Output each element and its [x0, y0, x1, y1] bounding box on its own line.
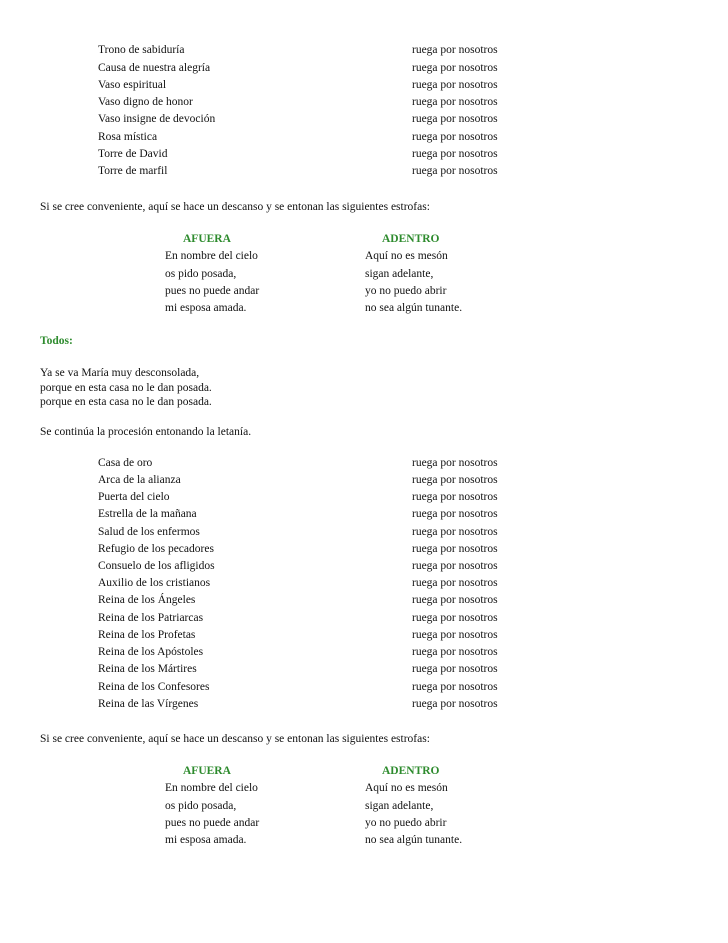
- litany-response: ruega por nosotros: [412, 44, 498, 56]
- rest-note: Si se cree conveniente, aquí se hace un descanso y se entonan las siguientes estrofas:: [40, 201, 430, 213]
- litany-invocation: Reina de los Ángeles: [98, 594, 196, 606]
- litany-response: ruega por nosotros: [412, 594, 498, 606]
- litany-invocation: Trono de sabiduría: [98, 44, 185, 56]
- litany-invocation: Arca de la alianza: [98, 474, 181, 486]
- todos-line: Ya se va María muy desconsolada,: [40, 367, 200, 379]
- litany-invocation: Rosa mística: [98, 131, 158, 143]
- adentro-verse: yo no puedo abrir: [365, 285, 447, 297]
- litany-response: ruega por nosotros: [412, 698, 498, 710]
- litany-invocation: Vaso insigne de devoción: [98, 113, 216, 125]
- litany-invocation: Vaso digno de honor: [98, 96, 193, 108]
- todos-line: porque en esta casa no le dan posada.: [40, 396, 212, 408]
- adentro-verse: sigan adelante,: [365, 268, 434, 280]
- litany-response: ruega por nosotros: [412, 491, 498, 503]
- litany-invocation: Auxilio de los cristianos: [98, 577, 211, 589]
- litany-response: ruega por nosotros: [412, 663, 498, 675]
- litany-response: ruega por nosotros: [412, 165, 498, 177]
- afuera-heading: AFUERA: [183, 233, 231, 245]
- litany-invocation: Casa de oro: [98, 457, 153, 469]
- afuera-verse: En nombre del cielo: [165, 250, 258, 262]
- litany-invocation: Torre de marfil: [98, 165, 168, 177]
- afuera-verse: En nombre del cielo: [165, 782, 258, 794]
- litany-response: ruega por nosotros: [412, 113, 498, 125]
- litany-invocation: Reina de los Patriarcas: [98, 612, 204, 624]
- litany-response: ruega por nosotros: [412, 681, 498, 693]
- adentro-verse: Aquí no es mesón: [365, 782, 448, 794]
- litany-invocation: Estrella de la mañana: [98, 508, 197, 520]
- litany-response: ruega por nosotros: [412, 457, 498, 469]
- litany-response: ruega por nosotros: [412, 62, 498, 74]
- litany-response: ruega por nosotros: [412, 646, 498, 658]
- adentro-heading: ADENTRO: [382, 765, 440, 777]
- afuera-verse: mi esposa amada.: [165, 302, 247, 314]
- adentro-verse: sigan adelante,: [365, 800, 434, 812]
- litany-response: ruega por nosotros: [412, 508, 498, 520]
- afuera-heading: AFUERA: [183, 765, 231, 777]
- litany-invocation: Reina de las Vírgenes: [98, 698, 199, 710]
- afuera-verse: mi esposa amada.: [165, 834, 247, 846]
- afuera-verse: os pido posada,: [165, 800, 237, 812]
- litany-response: ruega por nosotros: [412, 560, 498, 572]
- litany-invocation: Reina de los Apóstoles: [98, 646, 204, 658]
- litany-invocation: Vaso espiritual: [98, 79, 167, 91]
- afuera-verse: pues no puede andar: [165, 817, 260, 829]
- litany-invocation: Salud de los enfermos: [98, 526, 200, 538]
- adentro-verse: no sea algún tunante.: [365, 834, 463, 846]
- adentro-verse: no sea algún tunante.: [365, 302, 463, 314]
- afuera-verse: pues no puede andar: [165, 285, 260, 297]
- litany-response: ruega por nosotros: [412, 79, 498, 91]
- litany-invocation: Reina de los Confesores: [98, 681, 210, 693]
- litany-response: ruega por nosotros: [412, 577, 498, 589]
- continue-note: Se continúa la procesión entonando la letanía.: [40, 426, 252, 438]
- litany-invocation: Refugio de los pecadores: [98, 543, 214, 555]
- litany-response: ruega por nosotros: [412, 629, 498, 641]
- litany-invocation: Reina de los Mártires: [98, 663, 197, 675]
- litany-invocation: Causa de nuestra alegría: [98, 62, 211, 74]
- litany-response: ruega por nosotros: [412, 131, 498, 143]
- litany-invocation: Reina de los Profetas: [98, 629, 196, 641]
- todos-line: porque en esta casa no le dan posada.: [40, 382, 212, 394]
- adentro-verse: yo no puedo abrir: [365, 817, 447, 829]
- afuera-verse: os pido posada,: [165, 268, 237, 280]
- adentro-heading: ADENTRO: [382, 233, 440, 245]
- adentro-verse: Aquí no es mesón: [365, 250, 448, 262]
- rest-note: Si se cree conveniente, aquí se hace un descanso y se entonan las siguientes estrofas:: [40, 733, 430, 745]
- litany-response: ruega por nosotros: [412, 96, 498, 108]
- litany-response: ruega por nosotros: [412, 148, 498, 160]
- litany-response: ruega por nosotros: [412, 543, 498, 555]
- todos-label: Todos:: [40, 335, 73, 347]
- litany-invocation: Consuelo de los afligidos: [98, 560, 215, 572]
- litany-response: ruega por nosotros: [412, 612, 498, 624]
- litany-invocation: Torre de David: [98, 148, 168, 160]
- litany-response: ruega por nosotros: [412, 474, 498, 486]
- litany-response: ruega por nosotros: [412, 526, 498, 538]
- litany-invocation: Puerta del cielo: [98, 491, 170, 503]
